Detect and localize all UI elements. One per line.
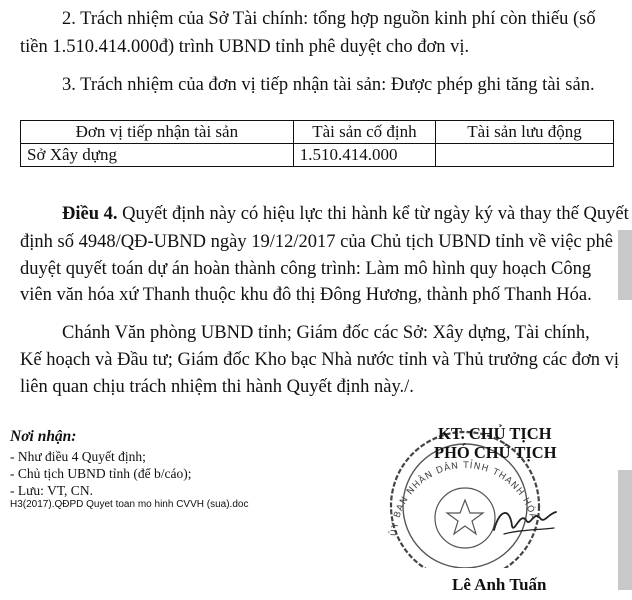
article-4-line-1 bbox=[62, 201, 629, 228]
handwritten-signature bbox=[490, 500, 560, 540]
responsible-line-3: liên quan chịu trách nhiệm thi hành Quyết định này./. bbox=[20, 377, 414, 397]
article-4-line-3: duyệt quyết toán dự án hoàn thành công trình: Làm mô hình quy hoạch Công bbox=[20, 259, 592, 279]
cell-current-assets bbox=[436, 144, 614, 167]
recipient-item: - Lưu: VT, CN. bbox=[10, 483, 93, 498]
cell-fixed-assets: 1.510.414.000 bbox=[293, 144, 435, 167]
header-fixed-assets: Tài sản cố định bbox=[293, 121, 435, 144]
header-receiving-unit: Đơn vị tiếp nhận tài sản bbox=[21, 121, 294, 144]
scan-edge-mark bbox=[618, 470, 632, 590]
asset-table bbox=[20, 120, 614, 167]
seal-text: ỦY BAN NHÂN DÂN TỈNH THANH HÓA bbox=[389, 460, 539, 537]
responsible-line-1: Chánh Văn phòng UBND tỉnh; Giám đốc các Sở: Xây dựng, Tài chính, bbox=[62, 323, 590, 343]
recipient-item: - Chủ tịch UBND tỉnh (để b/cáo); bbox=[10, 466, 192, 481]
recipients-title: Nơi nhận: bbox=[10, 428, 77, 445]
table-row bbox=[21, 144, 614, 167]
signer-name: Lê Anh Tuấn bbox=[452, 575, 547, 594]
item-3: 3. Trách nhiệm của đơn vị tiếp nhận tài sản: Được phép ghi tăng tài sản. bbox=[62, 75, 595, 95]
header-current-assets: Tài sản lưu động bbox=[436, 121, 614, 144]
article-4-label: Điều 4. bbox=[62, 204, 118, 224]
recipient-item: - Như điều 4 Quyết định; bbox=[10, 449, 146, 464]
article-4-line-4: viên văn hóa xứ Thanh thuộc khu đô thị Đông Hương, thành phố Thanh Hóa. bbox=[20, 285, 592, 305]
article-4-text: Quyết định này có hiệu lực thi hành kể từ ngày ký và thay thế Quyết bbox=[122, 204, 629, 224]
scan-edge-mark bbox=[618, 230, 632, 300]
signature-title-line-2: PHÓ CHỦ TỊCH bbox=[434, 443, 557, 462]
responsible-line-2: Kế hoạch và Đầu tư; Giám đốc Kho bạc Nhà nước tỉnh và Thủ trưởng các đơn vị bbox=[20, 350, 620, 370]
cell-receiving-unit: Sở Xây dựng bbox=[21, 144, 294, 167]
article-4-line-2: định số 4948/QĐ-UBND ngày 19/12/2017 của Chủ tịch UBND tỉnh về việc phê bbox=[20, 232, 613, 252]
table-header-row bbox=[21, 121, 614, 144]
file-reference: H3(2017).QĐPD Quyet toan mo hinh CVVH (sua).doc bbox=[10, 499, 249, 510]
national-emblem-icon bbox=[435, 488, 495, 548]
item-2-line-2: tiền 1.510.414.000đ) trình UBND tỉnh phê duyệt cho đơn vị. bbox=[20, 37, 470, 57]
item-2-line-1: 2. Trách nhiệm của Sở Tài chính: tổng hợp nguồn kinh phí còn thiếu (số bbox=[62, 9, 596, 29]
signature-title-line-1: KT. CHỦ TỊCH bbox=[438, 424, 552, 443]
